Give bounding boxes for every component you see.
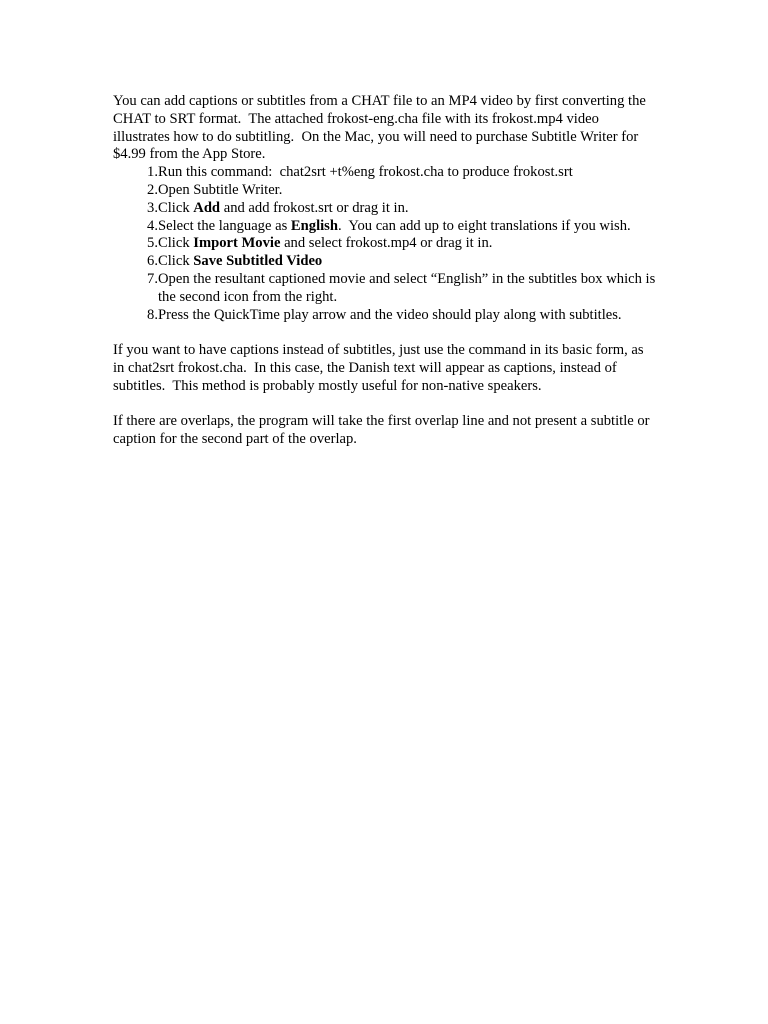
- step-number: 6.: [147, 253, 158, 270]
- step-text: Click Import Movie and select frokost.mp4 or drag it in.: [158, 235, 493, 252]
- overlap-paragraph: If there are overlaps, the program will take the first overlap line and not present a subtitle or caption for the second part of the overlap.: [113, 413, 654, 448]
- step-number: 1.: [147, 164, 158, 181]
- step-number: 7.: [147, 270, 158, 287]
- list-item: [113, 218, 658, 236]
- list-item: [113, 307, 658, 325]
- step-number: 4.: [147, 217, 158, 234]
- step-number: 8.: [147, 306, 158, 323]
- steps-list: [113, 164, 658, 324]
- step-number: 3.: [147, 199, 158, 216]
- document-page: [113, 93, 658, 449]
- intro-paragraph: You can add captions or subtitles from a CHAT file to an MP4 video by first converting the CHAT to SRT format. The attached frokost-eng.cha file with its frokost.mp4 video illustrates how to do subtitling. On the Mac, you will need to purchase Subtitle Writer for $4.99 from the App Store.: [113, 93, 650, 163]
- step-text: Press the QuickTime play arrow and the video should play along with subtitles.: [158, 306, 622, 323]
- step-text: Click Save Subtitled Video: [158, 253, 323, 270]
- step-text: Open Subtitle Writer.: [158, 181, 283, 198]
- list-item: [113, 253, 658, 271]
- step-text: Open the resultant captioned movie and select “English” in the subtitles box which is the second icon from the right.: [158, 270, 659, 305]
- list-item: [113, 164, 658, 182]
- captions-paragraph: If you want to have captions instead of subtitles, just use the command in its basic form, as in chat2srt frokost.cha. In this case, the Danish text will appear as captions, instead of subtitles. This method is probably mostly useful for non-native speakers.: [113, 342, 648, 394]
- list-item: [113, 200, 658, 218]
- step-text: Select the language as English. You can add up to eight translations if you wish.: [158, 217, 631, 234]
- step-text: Click Add and add frokost.srt or drag it in.: [158, 199, 409, 216]
- step-text: Run this command: chat2srt +t%eng frokost.cha to produce frokost.srt: [158, 164, 573, 181]
- step-number: 2.: [147, 181, 158, 198]
- step-number: 5.: [147, 235, 158, 252]
- list-item: [113, 235, 658, 253]
- list-item: [113, 182, 658, 200]
- list-item: [113, 271, 658, 307]
